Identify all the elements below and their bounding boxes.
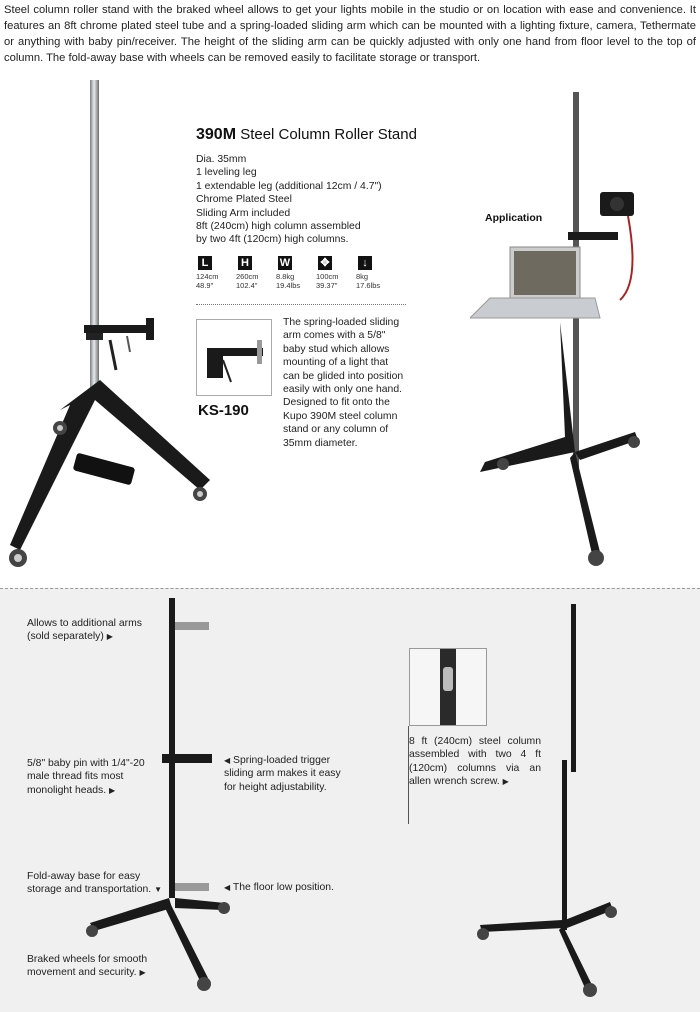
divider (196, 304, 406, 305)
pointer-down-icon: ▼ (154, 885, 163, 895)
pointer-left-icon: ◀ (224, 756, 231, 765)
assembled-column-photo (470, 600, 620, 1000)
product-name: Steel Column Roller Stand (240, 126, 417, 143)
application-label: Application (485, 212, 543, 224)
callout-baby-pin-text: 5/8" baby pin with 1/4"-20 male thread fits most monolight heads. (27, 758, 145, 796)
spec-item: Chrome Plated Steel (196, 194, 292, 206)
callout-fold-away-text: Fold-away base for easy storage and transportation. (27, 871, 152, 896)
intro-paragraph: Steel column roller stand with the braked wheel allows to get your lights mobile in the studio or on location with ease and convenience. It features an 8ft chrome plated steel tube and a spring-loaded sliding arm which can be mounted with a lighting fixture, camera, Tethermate or anything with baby pin/receiver. The height of the sliding arm can be quickly adjusted with only one hand from floor level to the top of column. The fold-away base with wheels can be removed easily to facilitate storage or transport. (4, 4, 696, 64)
height-spec (236, 256, 273, 290)
footprint-spec (316, 256, 353, 290)
callout-braked-text: Braked wheels for smooth movement and security. (27, 954, 148, 979)
pointer-right-icon: ▶ (106, 632, 113, 642)
spec-item: 8ft (240cm) high column assembled (196, 221, 361, 233)
callout-arms-text: Allows to additional arms (sold separately) (27, 618, 142, 643)
sliding-arm-icon (197, 320, 271, 395)
height-icon: H (238, 256, 252, 270)
weight-icon: W (279, 257, 291, 269)
footprint-metric: 100cm (316, 272, 339, 281)
spec-item: Dia. 35mm (196, 154, 247, 165)
product-title (196, 126, 417, 144)
callout-baby-pin (27, 757, 167, 797)
height-metric: 260cm (236, 272, 259, 281)
weight-metric: 8.8kg (276, 272, 295, 281)
callout-arms (27, 617, 157, 644)
callout-spring-trigger-text: Spring-loaded trigger sliding arm makes it easy for height adjustability. (224, 755, 341, 793)
max-load-icon: ↓ (358, 256, 372, 270)
roller-stand-photo (0, 80, 220, 580)
accessory-description: The spring-loaded sliding arm comes with a 5/8" baby stud which allows mounting of a light that can be glided into position easily with only one hand. Designed to fit onto the Kupo 390M steel column stand or any column of 35mm diameter. (283, 317, 404, 449)
callout-braked (27, 953, 167, 980)
callout-floor-low (224, 881, 374, 894)
footprint-icon: ✥ (318, 256, 332, 270)
callout-spring-trigger (224, 754, 354, 794)
max-load-imperial: 17.6lbs (356, 281, 381, 290)
callout-column-text: 8 ft (240cm) steel column assembled with two 4 ft (120cm) columns via an allen wrench screw. (409, 736, 541, 788)
extra-arm-icon (175, 622, 209, 630)
pointer-right-icon: ▶ (502, 777, 509, 787)
weight-spec (276, 256, 313, 290)
weight-imperial: 19.4lbs (276, 281, 301, 290)
pointer-left-icon: ◀ (224, 883, 231, 892)
spec-item: 1 leveling leg (196, 167, 257, 179)
spec-list (196, 153, 382, 247)
spec-item: Sliding Arm included (196, 207, 291, 219)
length-icon: L (198, 256, 212, 270)
product-model: 390M (196, 126, 237, 143)
footprint-imperial: 39.37" (316, 281, 338, 290)
spec-item: by two 4ft (120cm) high columns. (196, 234, 349, 246)
sliding-arm-detail (162, 754, 212, 763)
accessory-name: KS-190 (198, 402, 249, 419)
spec-item: 1 extendable leg (additional 12cm / 4.7") (196, 180, 382, 192)
pointer-right-icon: ▶ (109, 785, 116, 795)
callout-fold-away (27, 870, 167, 897)
spec-icons (196, 256, 393, 290)
leader-line (408, 600, 409, 824)
pointer-right-icon: ▶ (139, 968, 146, 978)
application-photo (470, 92, 650, 577)
length-spec (196, 256, 233, 290)
callout-floor-low-text: The floor low position. (232, 882, 334, 893)
ks190-photo (196, 319, 272, 396)
max-load-spec (356, 256, 393, 290)
height-imperial: 102.4" (236, 281, 258, 290)
length-metric: 124cm (196, 272, 219, 281)
length-imperial: 48.9" (196, 281, 214, 290)
max-load-metric: 8kg (356, 272, 369, 281)
